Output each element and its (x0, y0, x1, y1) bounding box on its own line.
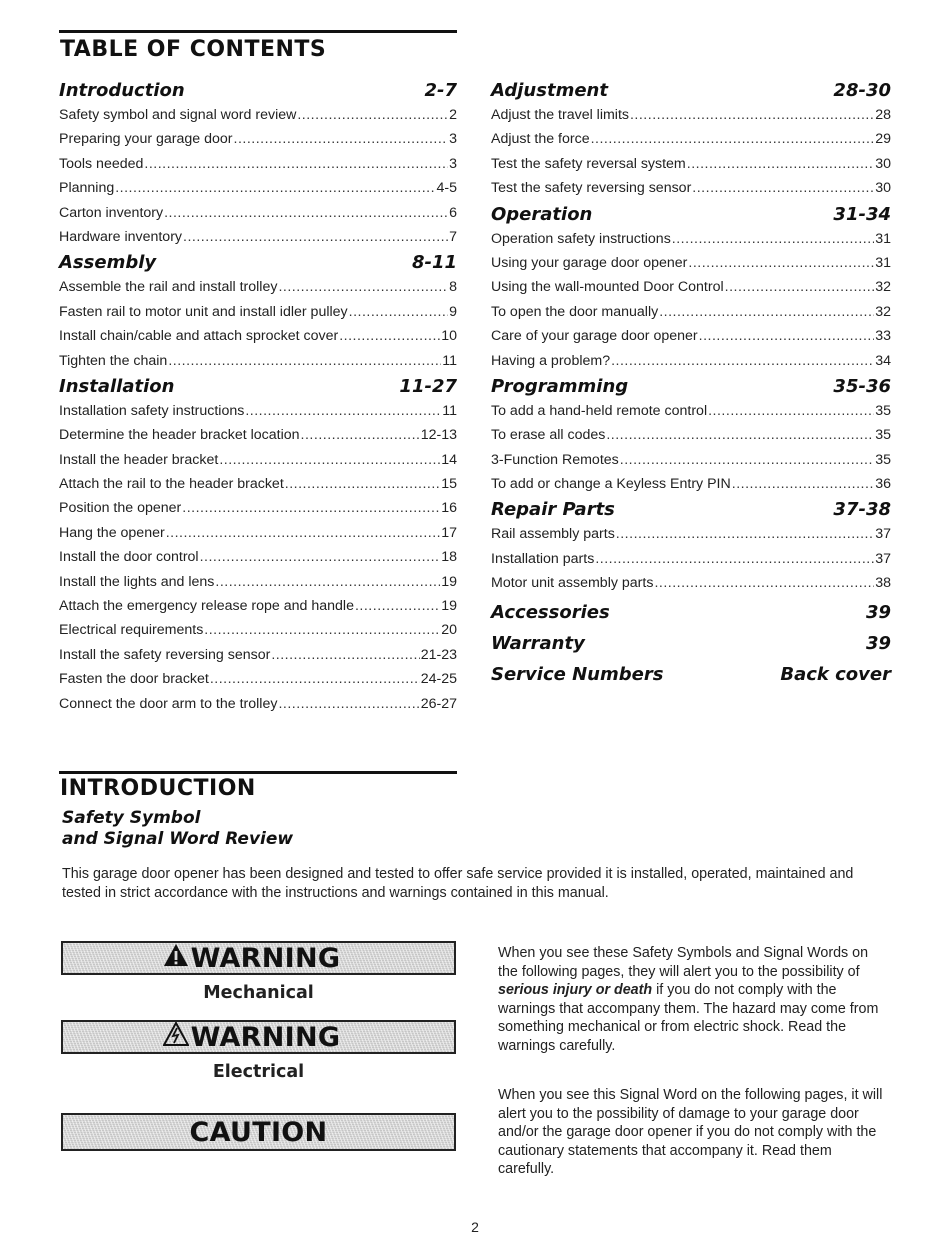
warning-explanation: When you see these Safety Symbols and Signal Words on the following pages, they will alert you to the possibility of serious injury or death if you do not comply with the warnings that accompany them. The hazard may come from something mechanical or from electric shock. Read the warnings carefully. (498, 945, 879, 1054)
toc-entry-label: Adjust the force (491, 131, 590, 148)
toc-dot-leader (271, 643, 419, 667)
toc-entry-page: 31 (875, 230, 891, 247)
toc-entry-label: Having a problem? (491, 352, 611, 369)
toc-dot-leader (210, 667, 420, 691)
caution-explanation: When you see this Signal Word on the following pages, it will alert you to the possibility of damage to your garage door and/or the garage door opener if you do not comply with the cautionary statements that accompany it. Read them carefully. (498, 1087, 883, 1178)
toc-entry (59, 472, 457, 496)
toc-entry-page: 36 (875, 476, 891, 493)
toc-entry-page: 35 (875, 402, 891, 419)
toc-dot-leader (215, 570, 440, 594)
toc-section-title: Accessories (491, 601, 610, 623)
toc-entry (491, 399, 891, 423)
toc-section-pages: 37-38 (833, 499, 891, 521)
toc-entry-page: 37 (875, 526, 891, 543)
toc-entry-label: Install the door control (59, 549, 199, 566)
toc-entry (491, 349, 891, 373)
toc-entry-label: Installation parts (491, 550, 595, 567)
toc-dot-leader (349, 300, 448, 324)
toc-entry-label: Position the opener (59, 500, 182, 517)
toc-dot-leader (699, 324, 875, 348)
toc-entry-page: 37 (875, 550, 891, 567)
toc-entry-page: 10 (441, 328, 457, 345)
toc-entry (59, 521, 457, 545)
toc-entry-page: 28 (875, 107, 891, 123)
toc-entry (59, 225, 457, 249)
toc-entry (491, 522, 891, 546)
toc-dot-leader (732, 472, 874, 496)
toc-entry-page: 2 (449, 107, 457, 123)
toc-entry-label: Electrical requirements (59, 622, 204, 639)
toc-entry (491, 571, 891, 595)
toc-entry (59, 643, 457, 667)
toc-section-header (59, 251, 457, 275)
toc-section-header (491, 663, 891, 689)
toc-section-header (491, 601, 891, 627)
toc-entry-page: 20 (441, 622, 457, 639)
toc-entry-page: 18 (441, 549, 457, 566)
toc-entry-page: 16 (441, 500, 457, 517)
toc-entry-label: Install the lights and lens (59, 573, 215, 590)
toc-section-pages: 8-11 (411, 252, 457, 274)
toc-entry-page: 14 (441, 451, 457, 468)
toc-entry (59, 324, 457, 348)
toc-entry (491, 227, 891, 251)
toc-dot-leader (234, 127, 449, 151)
toc-section-header (59, 79, 457, 103)
toc-section-title: Warranty (491, 632, 585, 654)
toc-section-pages: 28-30 (833, 80, 891, 101)
toc-dot-leader (591, 127, 875, 151)
toc-dot-leader (164, 201, 448, 225)
toc-entry-page: 17 (441, 524, 457, 541)
toc-entry (491, 103, 891, 127)
intro-subtitle-line1: Safety Symbol (62, 808, 201, 828)
toc-section-title: Repair Parts (491, 499, 615, 521)
toc-dot-leader (115, 176, 435, 200)
serious-injury-emphasis: serious injury or death (498, 982, 653, 999)
toc-entry-page: 38 (875, 575, 891, 592)
toc-entry-label: Rail assembly parts (491, 526, 615, 543)
toc-entry (59, 423, 457, 447)
mechanical-caption: Mechanical (203, 983, 314, 1003)
toc-section-title: Assembly (59, 252, 157, 274)
toc-entry (59, 176, 457, 200)
toc-entry-page: 33 (875, 328, 891, 345)
toc-entry-page: 32 (875, 279, 891, 296)
toc-entry-label: Tighten the chain (59, 352, 168, 369)
toc-entry-page: 24-25 (420, 671, 457, 688)
toc-entry (59, 152, 457, 176)
intro-paragraph: This garage door opener has been designed and tested to offer safe service provided it is installed, operated, maintained and tested in strict accordance with the instructions and warnings contained in this manual. (62, 866, 854, 901)
intro-title: INTRODUCTION (60, 776, 256, 801)
toc-dot-leader (654, 571, 874, 595)
toc-dot-leader (611, 349, 874, 373)
toc-section-header (491, 375, 891, 399)
toc-dot-leader (672, 227, 874, 251)
toc-dot-leader (183, 225, 448, 249)
toc-entry (491, 275, 891, 299)
electrical-warning-triangle-icon (163, 1022, 189, 1053)
toc-dot-leader (144, 152, 448, 176)
toc-entry-label: Planning (59, 180, 115, 197)
toc-entry-label: Fasten the door bracket (59, 671, 209, 688)
toc-entry-label: Hardware inventory (59, 228, 183, 245)
toc-entry-label: Operation safety instructions (491, 230, 671, 247)
toc-entry-label: Safety symbol and signal word review (59, 107, 297, 123)
toc-entry-page: 21-23 (420, 646, 457, 663)
toc-entry-label: Test the safety reversal system (491, 155, 686, 172)
toc-entry-label: Using your garage door opener (491, 254, 688, 271)
toc-section-title: Installation (59, 375, 175, 397)
toc-entry (59, 103, 457, 127)
toc-entry (59, 570, 457, 594)
toc-section-header (491, 498, 891, 522)
toc-entry (491, 448, 891, 472)
toc-section-header (491, 203, 891, 227)
toc-entry-page: 35 (875, 427, 891, 444)
toc-entry (491, 423, 891, 447)
intro-subtitle-line2: and Signal Word Review (62, 829, 294, 849)
intro-subtitle (62, 808, 293, 850)
toc-entry (59, 300, 457, 324)
toc-dot-leader (355, 594, 440, 618)
toc-dot-leader (166, 521, 441, 545)
toc-entry (59, 545, 457, 569)
warning-triangle-icon (163, 943, 189, 974)
toc-entry (59, 496, 457, 520)
toc-dot-leader (168, 349, 441, 373)
toc-section-title: Programming (491, 375, 629, 397)
toc-entry (491, 300, 891, 324)
toc-entry-label: Motor unit assembly parts (491, 575, 654, 592)
toc-dot-leader (200, 545, 441, 569)
toc-entry-label: To erase all codes (491, 427, 606, 444)
mechanical-warning-banner (61, 941, 456, 975)
toc-dot-leader (606, 423, 874, 447)
intro-top-rule (59, 771, 457, 774)
toc-entry-label: Tools needed (59, 155, 144, 172)
toc-dot-leader (297, 103, 448, 127)
toc-dot-leader (301, 423, 420, 447)
toc-top-rule (59, 30, 457, 33)
page-number: 2 (471, 1219, 479, 1235)
toc-section-title: Service Numbers (491, 663, 664, 685)
toc-section-pages: 31-34 (833, 203, 891, 225)
toc-entry (59, 399, 457, 423)
toc-entry (59, 594, 457, 618)
toc-dot-leader (278, 692, 419, 716)
toc-entry-page: 15 (441, 476, 457, 493)
toc-left-column (59, 79, 457, 716)
toc-section-pages: 39 (865, 601, 891, 623)
toc-dot-leader (688, 251, 874, 275)
toc-dot-leader (616, 522, 874, 546)
toc-entry-page: 8 (449, 279, 457, 296)
toc-entry-label: Test the safety reversing sensor (491, 180, 692, 197)
toc-entry (59, 692, 457, 716)
toc-entry-page: 11 (442, 352, 457, 369)
toc-section-title: Operation (491, 203, 593, 225)
toc-entry (59, 618, 457, 642)
toc-entry-label: Assemble the rail and install trolley (59, 279, 278, 296)
toc-entry-label: To open the door manually (491, 303, 659, 320)
toc-dot-leader (182, 496, 440, 520)
caution-word: CAUTION (189, 1116, 328, 1148)
toc-entry-page: 12-13 (420, 427, 457, 444)
toc-dot-leader (659, 300, 874, 324)
toc-entry-label: Install the safety reversing sensor (59, 646, 271, 663)
toc-section-header (59, 375, 457, 399)
toc-entry (491, 547, 891, 571)
toc-entry-label: Adjust the travel limits (491, 107, 629, 123)
toc-entry-page: 19 (441, 573, 457, 590)
toc-entry (59, 349, 457, 373)
toc-entry-label: Using the wall-mounted Door Control (491, 279, 724, 296)
toc-dot-leader (278, 275, 448, 299)
toc-entry-label: Connect the door arm to the trolley (59, 695, 278, 712)
toc-dot-leader (692, 176, 874, 200)
toc-entry (59, 201, 457, 225)
toc-entry (491, 324, 891, 348)
toc-entry-page: 34 (875, 352, 891, 369)
toc-entry-page: 35 (875, 451, 891, 468)
toc-dot-leader (595, 547, 874, 571)
mechanical-warning-word: WARNING (190, 942, 341, 974)
toc-entry-page: 9 (449, 303, 457, 320)
toc-entry-label: Care of your garage door opener (491, 328, 698, 345)
electrical-caption: Electrical (212, 1062, 305, 1082)
toc-entry-page: 32 (875, 303, 891, 320)
toc-entry-page: 3 (449, 131, 457, 148)
toc-entry-page: 30 (875, 155, 891, 172)
toc-entry-label: Fasten rail to motor unit and install idler pulley (59, 303, 348, 320)
toc-entry-label: 3-Function Remotes (491, 451, 619, 468)
toc-entry-page: 6 (449, 204, 457, 221)
toc-entry-label: To add or change a Keyless Entry PIN (491, 476, 731, 493)
electrical-warning-banner (61, 1020, 456, 1054)
toc-dot-leader (285, 472, 440, 496)
toc-entry-label: Installation safety instructions (59, 402, 245, 419)
toc-entry-page: 26-27 (420, 695, 457, 712)
toc-section-pages: 35-36 (833, 375, 891, 397)
toc-entry-page: 31 (875, 254, 891, 271)
toc-section-title: Introduction (59, 80, 185, 101)
toc-title: TABLE OF CONTENTS (60, 37, 327, 62)
toc-entry-page: 3 (449, 155, 457, 172)
toc-section-header (491, 632, 891, 658)
toc-entry-label: Hang the opener (59, 524, 165, 541)
toc-entry-label: Preparing your garage door (59, 131, 233, 148)
toc-right-column (491, 79, 891, 689)
toc-entry-label: Determine the header bracket location (59, 427, 300, 444)
toc-entry-page: 4-5 (436, 180, 457, 197)
caution-banner (61, 1113, 456, 1151)
electrical-warning-word: WARNING (190, 1021, 341, 1053)
toc-entry (491, 152, 891, 176)
toc-section-pages: 39 (865, 632, 891, 654)
toc-entry-label: Install chain/cable and attach sprocket cover (59, 328, 339, 345)
toc-entry (59, 275, 457, 299)
toc-entry (59, 667, 457, 691)
toc-section-header (491, 79, 891, 103)
toc-entry-label: Attach the emergency release rope and handle (59, 598, 354, 615)
toc-dot-leader (708, 399, 874, 423)
toc-dot-leader (339, 324, 440, 348)
toc-section-pages: Back cover (780, 663, 891, 685)
toc-dot-leader (219, 448, 440, 472)
toc-entry-label: Attach the rail to the header bracket (59, 476, 284, 493)
toc-entry (491, 176, 891, 200)
toc-section-pages: 2-7 (424, 80, 457, 101)
toc-dot-leader (204, 618, 440, 642)
toc-section-title: Adjustment (491, 80, 608, 101)
toc-dot-leader (620, 448, 874, 472)
toc-entry (59, 448, 457, 472)
toc-dot-leader (687, 152, 874, 176)
toc-section-pages: 11-27 (399, 375, 457, 397)
toc-entry-label: Carton inventory (59, 204, 164, 221)
toc-entry (491, 472, 891, 496)
toc-entry-label: Install the header bracket (59, 451, 219, 468)
toc-entry-page: 11 (442, 402, 457, 419)
toc-entry (491, 251, 891, 275)
toc-entry-page: 29 (875, 131, 891, 148)
toc-entry-label: To add a hand-held remote control (491, 402, 708, 419)
toc-entry-page: 30 (875, 180, 891, 197)
toc-dot-leader (630, 103, 874, 127)
toc-dot-leader (725, 275, 875, 299)
toc-entry-page: 7 (449, 228, 457, 245)
toc-dot-leader (245, 399, 441, 423)
toc-entry (491, 127, 891, 151)
toc-entry-page: 19 (441, 598, 457, 615)
toc-entry (59, 127, 457, 151)
